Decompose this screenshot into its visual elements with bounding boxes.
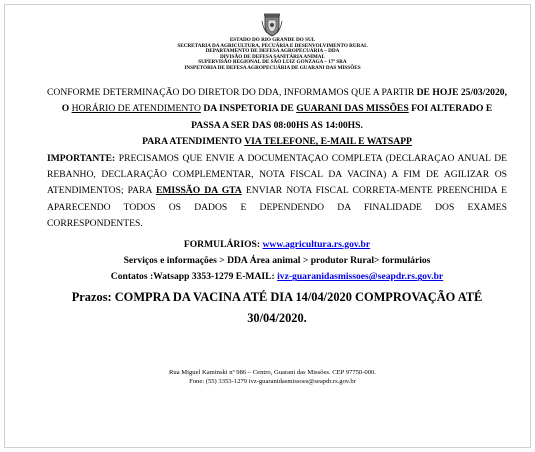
contact-channels-list: VIA TELEFONE, E-MAIL E WATSAPP: [244, 136, 412, 148]
important-paragraph: [47, 151, 507, 233]
announcement-text: DA INSPETORIA DE: [200, 103, 297, 115]
schedule-label: HORÁRIO DE ATENDIMENTO: [71, 103, 201, 115]
services-path: Serviços e informações > DDA Área animal > produtor Rural> formulários: [123, 255, 431, 267]
new-hours-text: FOI ALTERADO E PASSA A SER DAS 08:00HS AS 14:00HS.: [191, 103, 493, 131]
forms-link[interactable]: www.agricultura.rs.gov.br: [262, 238, 371, 250]
letterhead: [115, 38, 430, 72]
important-text: PRECISAMOS QUE ENVIE A DOCUMENTAÇAO COMPLETA (DECLARAÇAO ANUAL DE REBANHO, DECLARAÇÃO COMPLEMENTAR, NOTA FISCAL DA VACINA) A FIM DE AGILIZAR OS ATENDIMENTOS; PARA: [47, 152, 507, 197]
contact-channels-label: PARA ATENDIMENTO: [142, 136, 245, 148]
important-text: ENVIAR NOTA FISCAL CORRETA-MENTE PREENCHIDA E APARECENDO TODOS OS DADOS E DEPENDENDO DA FINALIDADE DOS EXAMES CORRESPONDENTES.: [47, 185, 507, 230]
document-page: [4, 4, 531, 448]
notice-body: [47, 85, 507, 329]
contact-email-link[interactable]: ivz-guaranidasmissoes@seapdr.rs.gov.br: [277, 271, 444, 283]
forms-label: FORMULÁRIOS:: [183, 238, 263, 250]
announcement-paragraph: [47, 85, 507, 134]
letterhead-line: SECRETARIA DA AGRICULTURA, PECUÁRIA E DESENVOLVIMENTO RURAL: [177, 42, 368, 49]
deadlines: Prazos: COMPRA DA VACINA ATÉ DIA 14/04/2020 COMPROVAÇÃO ATÉ 30/04/2020.: [71, 289, 483, 325]
footer: [105, 368, 440, 386]
contacts-line: [47, 269, 507, 285]
letterhead-line: INSPETORIA DE DEFESA AGROPECUÁRIA DE GUARANI DAS MISSÕES: [184, 64, 361, 71]
letterhead-line: SUPERVISÃO REGIONAL DE SÃO LUIZ GONZAGA – 17ª SRA: [198, 59, 347, 66]
announcement-text: CONFORME DETERMINAÇÃO DO DIRETOR DO DDA, INFORMAMOS QUE A PARTIR: [47, 87, 417, 98]
important-label: IMPORTANTE:: [47, 152, 116, 164]
gta-label: EMISSÃO DA GTA: [155, 185, 242, 197]
office-name: GUARANI DAS MISSÕES: [296, 103, 409, 115]
state-coat-of-arms-icon: [261, 13, 283, 37]
letterhead-line: ESTADO DO RIO GRANDE DO SUL: [229, 37, 316, 43]
contacts-label: Contatos :Watsapp 3353-1279 E-MAIL:: [110, 271, 278, 283]
announcement-text: , O: [61, 87, 507, 115]
effective-date: DE HOJE 25/03/2020: [416, 87, 505, 98]
contact-channels: [47, 134, 507, 150]
footer-contact: Fone: (55) 3353-1279 ivz-guaranidasmissoes@seapdr.rs.gov.br: [189, 378, 356, 385]
forms-line: [47, 237, 507, 253]
letterhead-line: DIVISÃO DE DEFESA SANITÁRIA ANIMAL: [220, 53, 325, 60]
letterhead-line: DEPARTAMENTO DE DEFESA AGROPECUÁRIA – DDA: [205, 48, 340, 55]
footer-address: Rua Miguel Kaminski nº 986 – Centro, Guarani das Missões. CEP 97750-000.: [169, 369, 376, 376]
